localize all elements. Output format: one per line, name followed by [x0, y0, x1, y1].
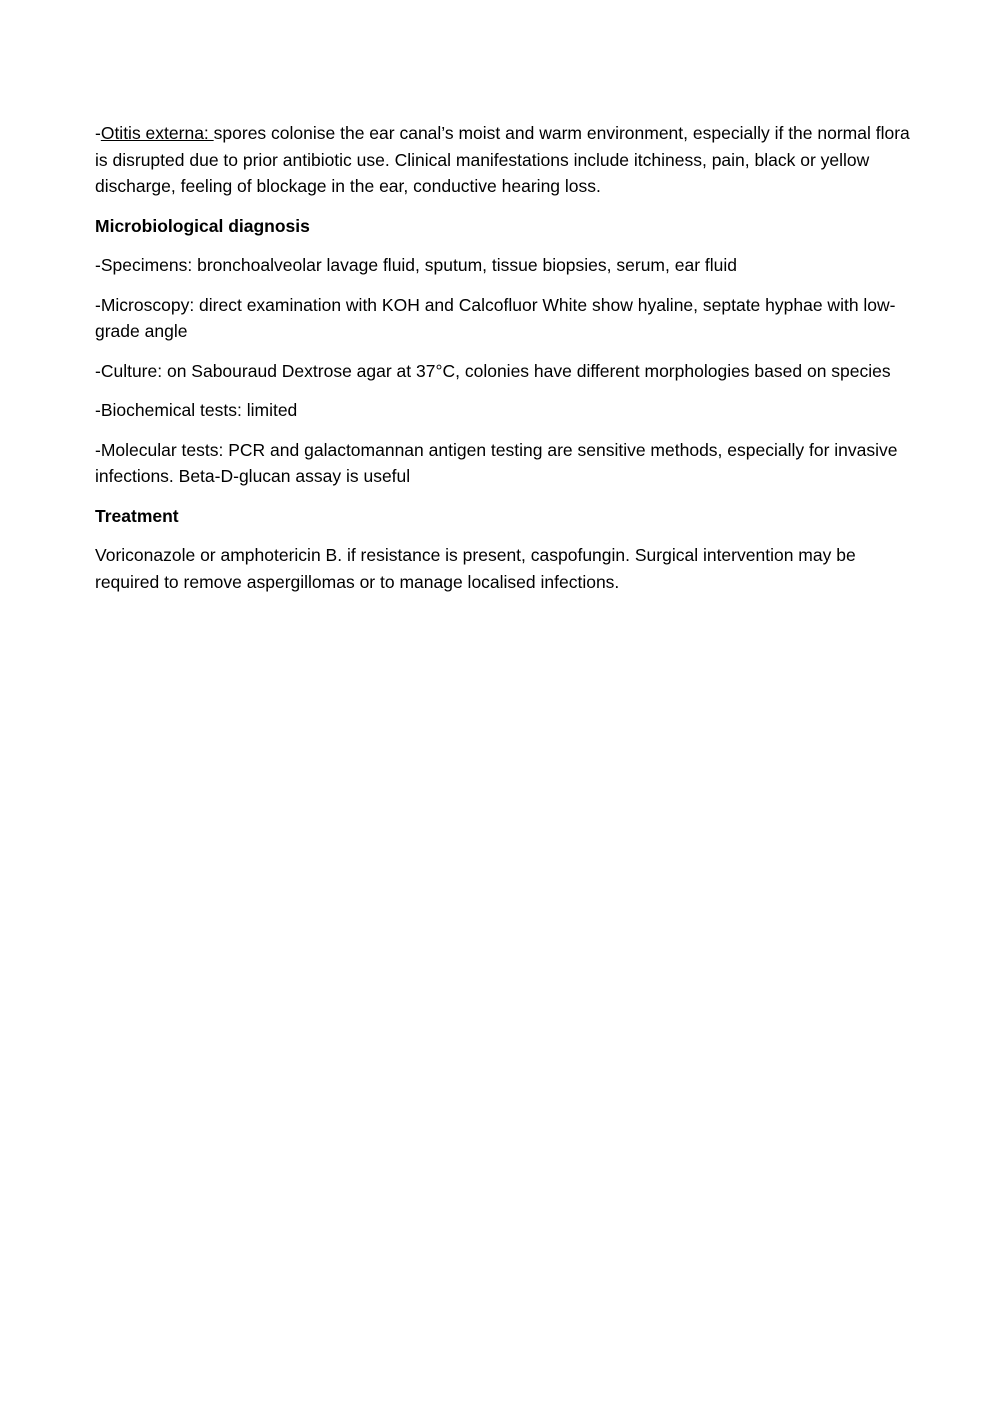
- document-page: [95, 120, 910, 608]
- biochemical-tests-item: -Biochemical tests: limited: [95, 400, 298, 420]
- treatment-heading: Treatment: [95, 505, 179, 526]
- treatment-paragraph: Voriconazole or amphotericin B. if resistance is present, caspofungin. Surgical intervention may be required to remove aspergillomas or to manage localised infections.: [95, 545, 856, 592]
- culture-item: -Culture: on Sabouraud Dextrose agar at 37°C, colonies have different morphologies based on species: [95, 360, 891, 381]
- microscopy-item: -Microscopy: direct examination with KOH and Calcofluor White show hyaline, septate hyphae with low-grade angle: [95, 294, 896, 341]
- otitis-externa-term: Otitis externa:: [100, 123, 214, 143]
- diagnosis-heading: Microbiological diagnosis: [95, 215, 310, 236]
- molecular-tests-item: -Molecular tests: PCR and galactomannan antigen testing are sensitive methods, especially for invasive infections. Beta-D-glucan assay is useful: [95, 439, 898, 486]
- otitis-externa-paragraph: [95, 120, 910, 200]
- dash-prefix: -: [95, 123, 101, 143]
- otitis-externa-text: spores colonise the ear canal’s moist and warm environment, especially if the normal flora is disrupted due to prior antibiotic use. Clinical manifestations include itchiness, pain, black or yellow discharge, feeling of blockage in the ear, conductive hearing loss.: [95, 123, 910, 196]
- specimens-item: -Specimens: bronchoalveolar lavage fluid, sputum, tissue biopsies, serum, ear fluid: [95, 255, 737, 275]
